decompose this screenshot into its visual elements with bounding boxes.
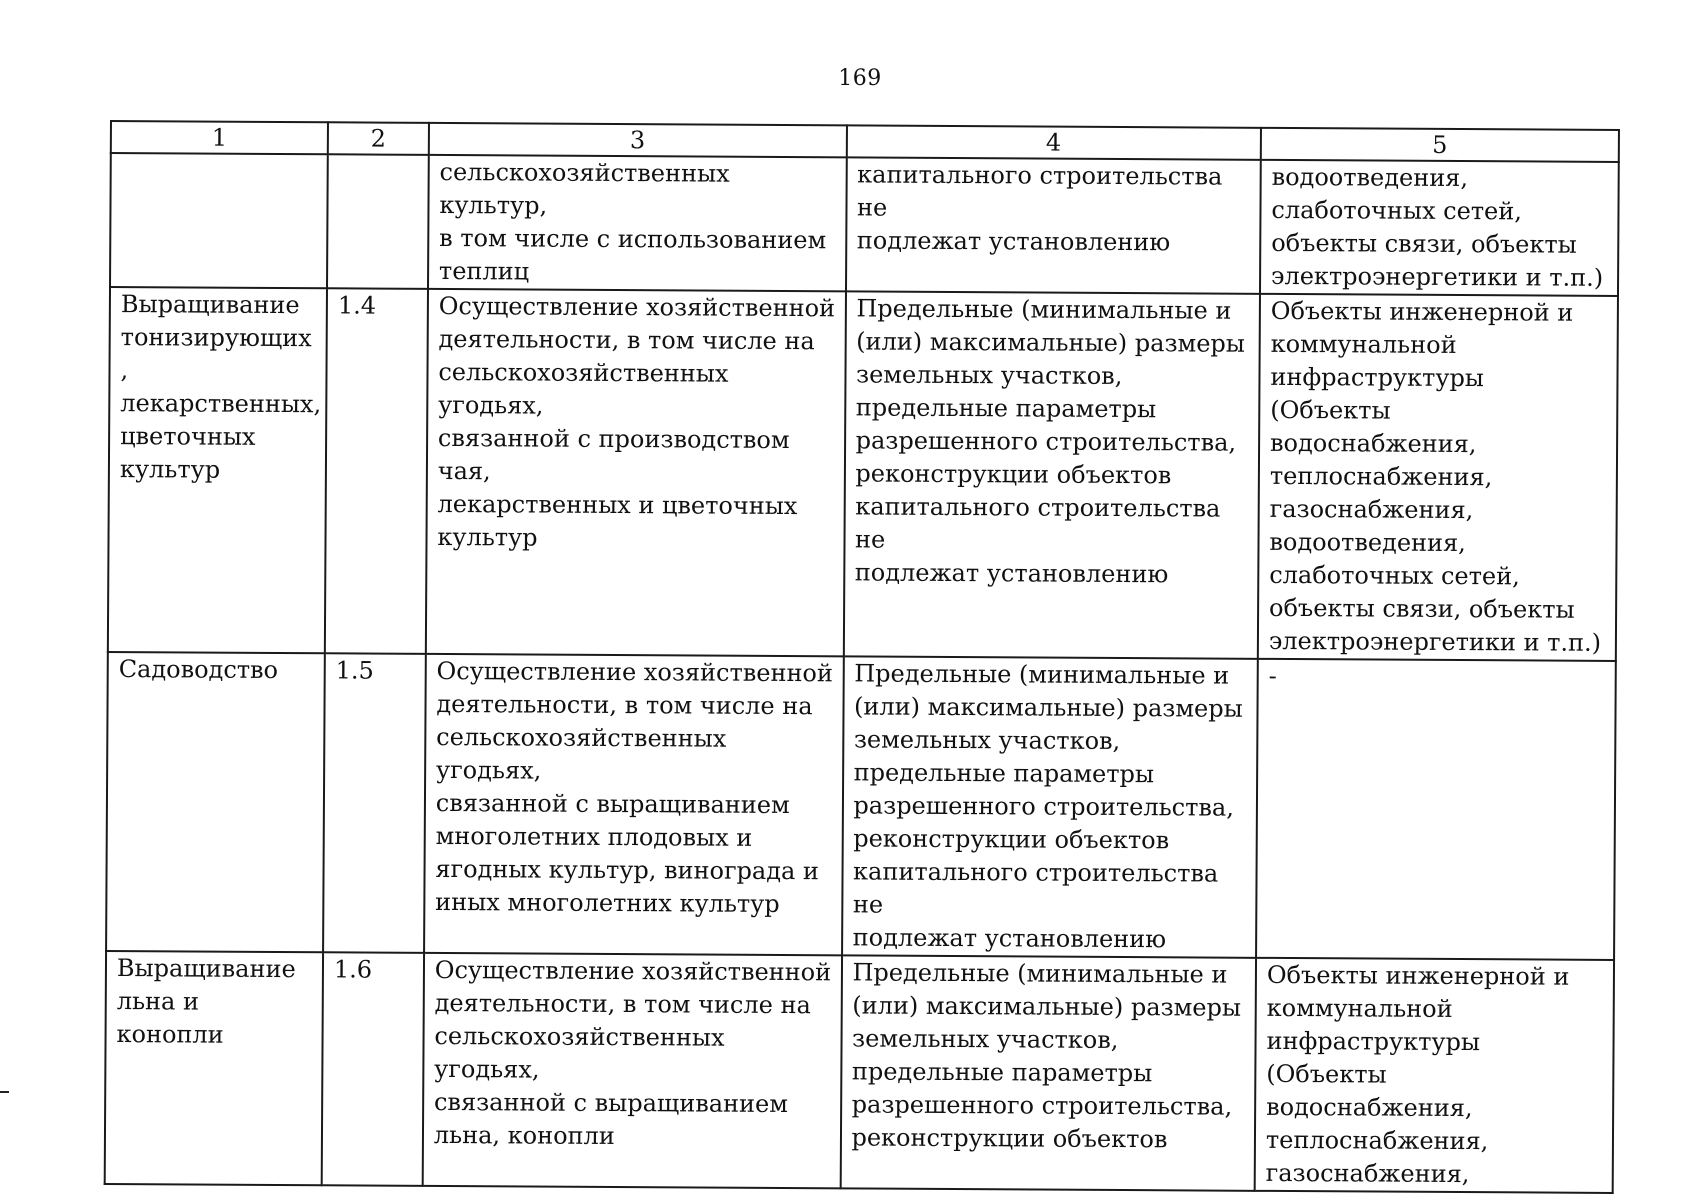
infrastructure-cell: - [1256, 659, 1616, 960]
infrastructure-cell: Объекты инженерной и коммунальной инфраструктуры (Объекты водоснабжения, теплоснабжения, газоснабжения, [1255, 958, 1614, 1193]
page-number: 169 [838, 66, 882, 91]
column-header-1: 1 [111, 121, 328, 154]
land-use-table [104, 120, 1620, 1194]
use-description-cell: Осуществление хозяйственной деятельности, в том числе на сельскохозяйственных угодьях, связанной с производством чая, лекарственных и цветочных культур [426, 289, 846, 656]
use-name-cell: Выращивание льна и конопли [105, 951, 323, 1185]
table-row [108, 287, 1618, 661]
parameters-cell: Предельные (минимальные и (или) максимальные) размеры земельных участков, предельные параметры разрешенного строительства, реконструкции объектов [840, 955, 1256, 1190]
scan-margin-mark [0, 1091, 9, 1093]
parameters-cell: Предельные (минимальные и (или) максимальные) размеры земельных участков, предельные параметры разрешенного строительства, реконструкции объектов капитального строительства не подлежат установлению [843, 291, 1260, 658]
column-header-5: 5 [1261, 128, 1619, 162]
table-row [105, 951, 1614, 1193]
infrastructure-cell: Объекты инженерной и коммунальной инфраструктуры (Объекты водоснабжения, теплоснабжения, газоснабжения, водоотведения, слаботочных сетей, объекты связи, объекты электроэнергетики и т.п.) [1258, 294, 1618, 661]
use-name-cell: Садоводство [106, 652, 325, 952]
column-header-4: 4 [846, 125, 1261, 159]
use-code-cell: 1.6 [322, 952, 424, 1186]
use-name-cell: Выращивание тонизирующих , лекарственных, цветочных культур [108, 287, 327, 653]
use-code-cell: 1.5 [323, 653, 426, 953]
column-header-2: 2 [328, 122, 429, 155]
use-description-cell: Осуществление хозяйственной деятельности, в том числе на сельскохозяйственных угодьях, связанной с выращиванием льна, конопли [423, 953, 842, 1188]
use-description-cell: сельскохозяйственных культур, в том числе с использованием теплиц [428, 155, 846, 291]
parameters-cell: капитального строительства не подлежат установлению [846, 157, 1261, 293]
table-row [110, 153, 1619, 296]
column-header-3: 3 [429, 123, 847, 157]
parameters-cell: Предельные (минимальные и (или) максимальные) размеры земельных участков, предельные параметры разрешенного строительства, реконструкции объектов капитального строительства не подлежат установлению [842, 656, 1258, 957]
use-description-cell: Осуществление хозяйственной деятельности, в том числе на сельскохозяйственных угодьях, связанной с выращиванием многолетних плодовых и ягодных культур, винограда и иных многолетних культур [424, 654, 843, 955]
use-name-cell [110, 153, 328, 288]
table-row [106, 652, 1616, 960]
use-code-cell: 1.4 [325, 288, 428, 654]
infrastructure-cell: водоотведения, слаботочных сетей, объекты связи, объекты электроэнергетики и т.п.) [1260, 160, 1619, 296]
use-code-cell [327, 154, 429, 289]
